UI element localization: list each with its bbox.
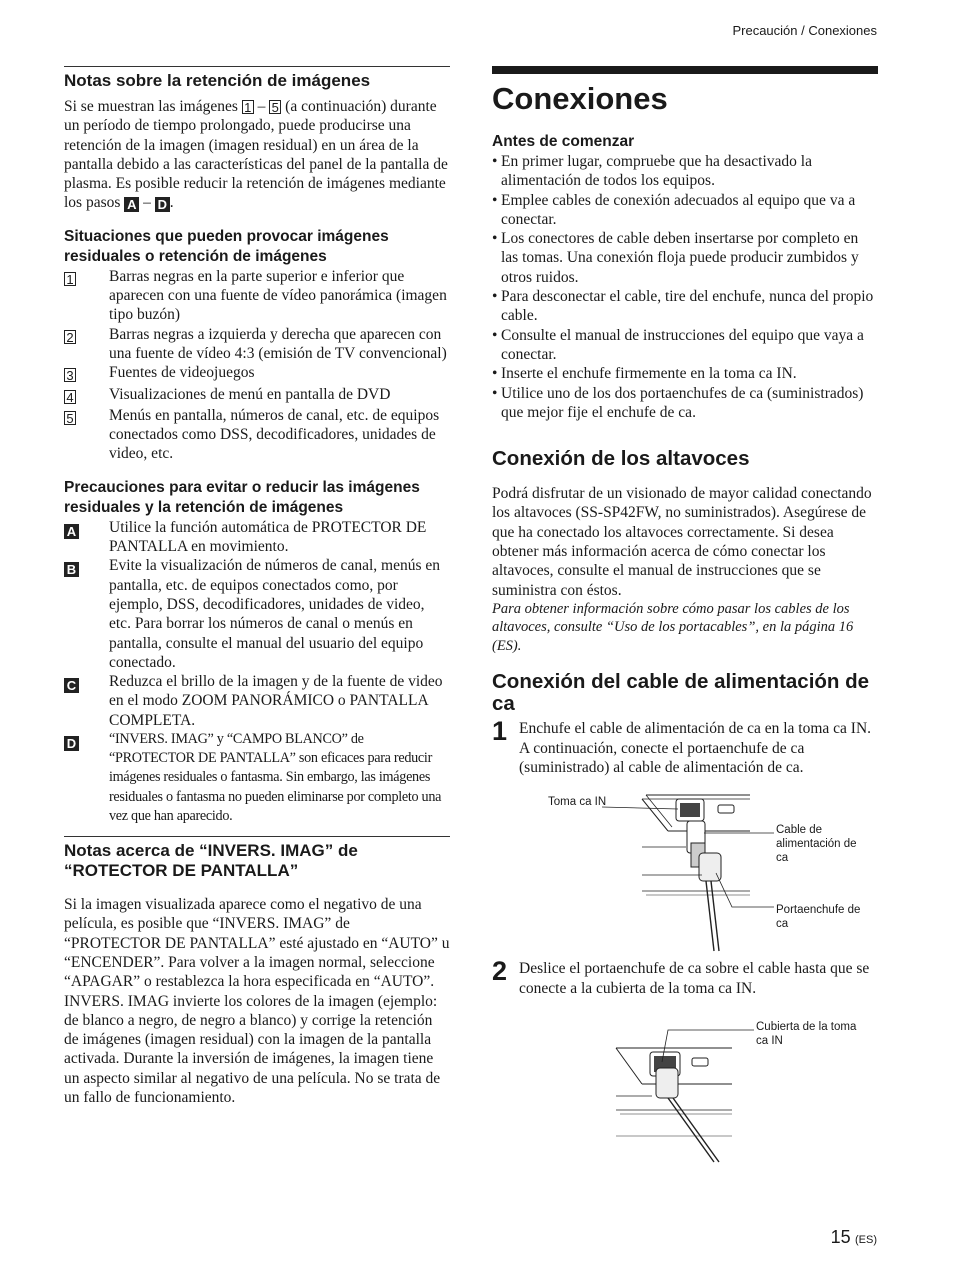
situations-heading: Situaciones que pueden provocar imágenes residuales o retención de imágenes	[64, 227, 389, 265]
step-text: Deslice el portaenchufe de ca sobre el cable hasta que se conecte a la cubierta de la toma ca IN.	[519, 960, 870, 997]
invers-heading: Notas acerca de “INVERS. IMAG” de “ROTECTOR DE PANTALLA”	[64, 841, 358, 881]
left-column	[64, 66, 450, 1107]
label-cubierta: Cubierta de la toma ca IN	[756, 1020, 857, 1047]
list-item: • Consulte el manual de instrucciones del equipo que vaya a conectar.	[492, 326, 864, 363]
list-item: • Emplee cables de conexión adecuados al equipo que va a conectar.	[492, 191, 856, 228]
list-item: A Utilice la función automática de PROTECTOR DE PANTALLA en movimiento.	[64, 518, 450, 557]
marker-1: 1	[242, 100, 254, 114]
list-item: • Utilice uno de los dos portaenchufes de ca (suministrados) que mejor fije el enchufe de ca.	[492, 384, 864, 421]
before-list	[492, 152, 878, 422]
list-item: D “INVERS. IMAG” y “CAMPO BLANCO” de “PROTECTOR DE PANTALLA” son eficaces para reducir imágenes residuales o fantasma. Sin embargo, las imágenes residuales o fantasma no pueden eliminarse por completo una vez que han aparecido.	[64, 730, 450, 826]
list-item: 1 Barras negras en la parte superior e inferior que aparecen con una fuente de vídeo panorámica (imagen tipo buzón)	[64, 267, 450, 325]
step-text: Enchufe el cable de alimentación de ca en la toma ca IN. A continuación, conecte el portaenchufe de ca (suministrado) al cable de alimentación de ca.	[519, 720, 872, 777]
precautions-heading: Precauciones para evitar o reducir las imágenes residuales y la retención de imágenes	[64, 478, 420, 516]
invers-paragraph-1: Si la imagen visualizada aparece como el negativo de una película, es posible que “INVERS. IMAG” de “PROTECTOR DE PANTALLA” esté ajustado en “AUTO” u “ENCENDER”. Para volver a la imagen normal, seleccione “APAGAR” o restablezca la hora especificada en “AUTO”.	[64, 896, 450, 991]
right-column	[492, 66, 878, 1168]
retention-heading: Notas sobre la retención de imágenes	[64, 71, 371, 90]
marker-5: 5	[269, 100, 281, 114]
step-1	[492, 716, 878, 777]
list-item: • En primer lugar, compruebe que ha desactivado la alimentación de todos los equipos.	[492, 153, 812, 190]
speakers-paragraph: Podrá disfrutar de un visionado de mayor calidad conectando los altavoces (SS-SP42FW, no suministrados). Asegúrese de que ha conectado los altavoces correctamente. Si desea obtener más información acerca de cómo conectar los altavoces, consulte el manual de instrucciones que se suministra con éstos.	[492, 485, 872, 599]
before-heading: Antes de comenzar	[492, 133, 635, 150]
invers-paragraph-2: INVERS. IMAG invierte los colores de la imagen (ejemplo: de blanco a negro, de negro a blanco) y corrige la retención de imágenes (imagen residual) con la imagen de la pantalla activada. Durante la inversión de imágenes, la imagen tiene un aspecto similar al negativo de una película. No se trata de un fallo de funcionamiento.	[64, 992, 441, 1106]
situations-list	[64, 267, 450, 464]
list-item: 2 Barras negras a izquierda y derecha que aparecen con una fuente de vídeo 4:3 (emisión de TV convencional)	[64, 325, 450, 364]
label-portaenchufe: Portaenchufe de ca	[776, 904, 861, 931]
precautions-list	[64, 518, 450, 826]
speakers-heading: Conexión de los altavoces	[492, 447, 750, 471]
marker-A: A	[124, 197, 139, 212]
page-number: 15 (ES)	[830, 1227, 877, 1247]
step-number: 2	[492, 956, 508, 987]
list-item: 5 Menús en pantalla, números de canal, etc. de equipos conectados como DSS, decodificadores, unidades de video, etc.	[64, 406, 450, 464]
speakers-note: Para obtener información sobre cómo pasar los cables de los altavoces, consulte “Uso de los portacables”, en la página 16 (ES).	[492, 600, 854, 654]
retention-paragraph: Si se muestran las imágenes 1 – 5 (a continuación) durante un período de tiempo prolongado, puede producirse una retención de la imagen (imagen residual) en un área de la pantalla debido a las características del panel de la pantalla de plasma. Es posible reducir la retención de imágenes mediante los pasos A – D .	[64, 98, 448, 213]
title-bar	[492, 66, 878, 74]
list-item: • Inserte el enchufe firmemente en la toma ca IN.	[492, 365, 797, 383]
figure-inlet-cover	[492, 1012, 878, 1168]
power-heading: Conexión del cable de alimentación de ca	[492, 670, 870, 716]
label-cable: Cable de alimentación de ca	[776, 824, 857, 865]
list-item: B Evite la visualización de números de canal, menús en pantalla, etc. de equipos conectados como, por ejemplo, DSS, decodificadores, unidades de video, etc. Para borrar los números de canal o menús en pantalla, consulte el manual del usuario del equipo conectado.	[64, 556, 450, 672]
list-item: 4 Visualizaciones de menú en pantalla de DVD	[64, 385, 450, 406]
step-number: 1	[492, 716, 508, 747]
list-item: 3 Fuentes de videojuegos	[64, 363, 450, 384]
page-title: Conexiones	[492, 81, 668, 116]
running-head: Precaución / Conexiones	[732, 23, 877, 38]
list-item: C Reduzca el brillo de la imagen y de la fuente de video en el modo ZOOM PANORÁMICO o PANTALLA COMPLETA.	[64, 672, 450, 730]
step-2	[492, 956, 878, 998]
label-toma: Toma ca IN	[548, 796, 607, 809]
marker-D: D	[155, 197, 170, 212]
list-item: • Para desconectar el cable, tire del enchufe, nunca del propio cable.	[492, 288, 874, 325]
figure-ac-inlet	[492, 787, 878, 953]
list-item: • Los conectores de cable deben insertarse por completo en las tomas. Una conexión floja puede producir zumbidos y otros ruidos.	[492, 230, 859, 286]
